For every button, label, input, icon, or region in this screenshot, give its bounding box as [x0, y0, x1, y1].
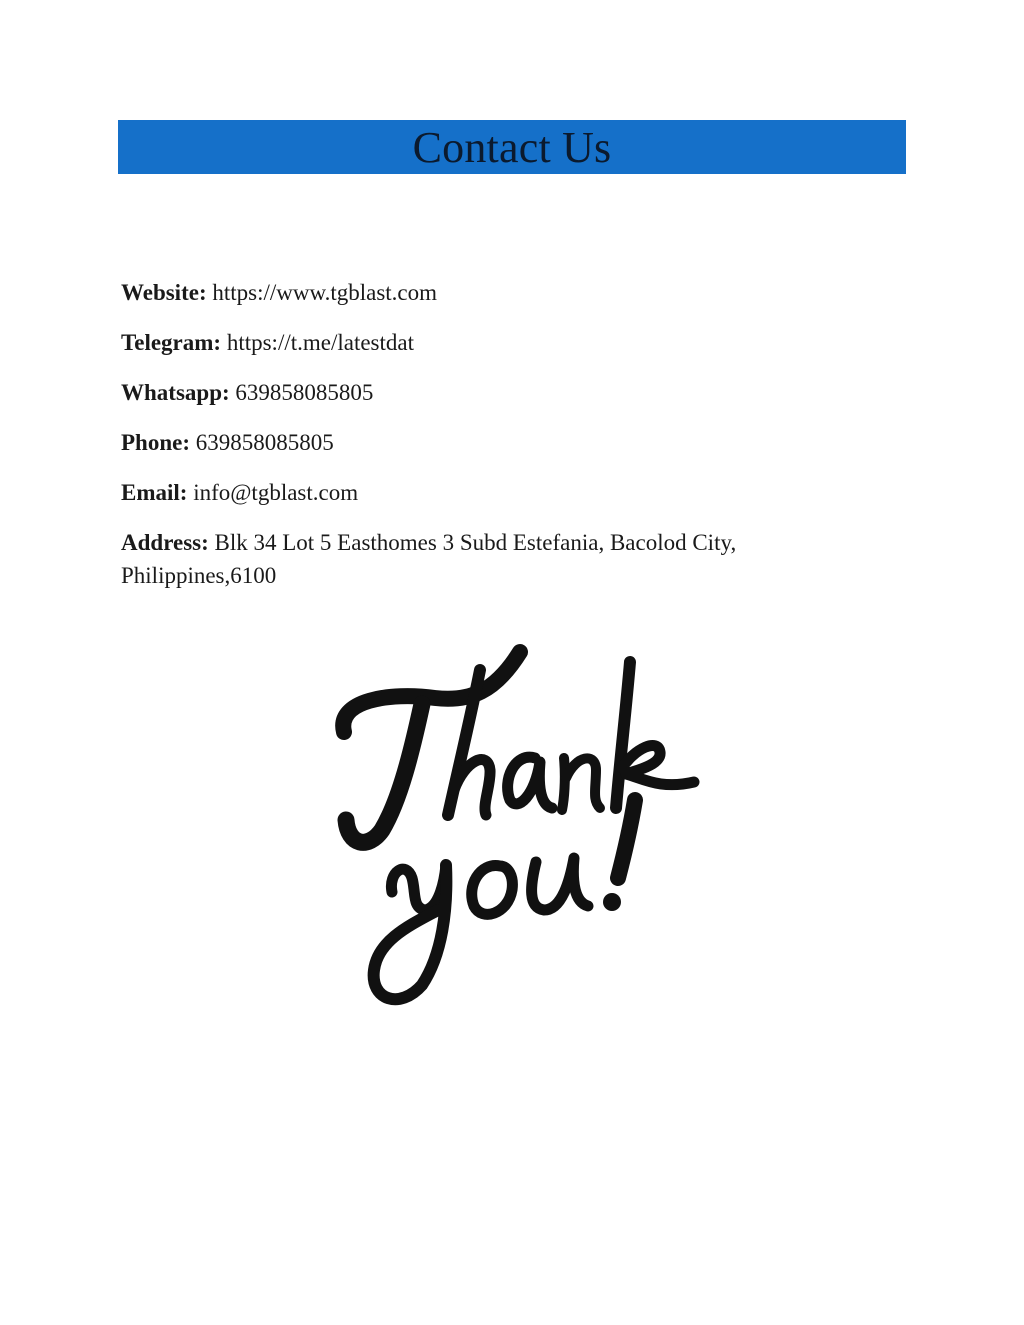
- contact-row-website: [121, 276, 821, 309]
- contact-row-phone: [121, 426, 821, 459]
- contact-list: [121, 276, 821, 609]
- exclamation-dot: [603, 893, 621, 911]
- email-label: Email:: [121, 480, 188, 505]
- contact-row-email: [121, 476, 821, 509]
- address-label: Address:: [121, 530, 209, 555]
- thank-you-icon: [330, 640, 710, 1010]
- website-label: Website:: [121, 280, 207, 305]
- website-value[interactable]: https://www.tgblast.com: [212, 280, 438, 305]
- whatsapp-label: Whatsapp:: [121, 380, 230, 405]
- page-title: Contact Us: [412, 123, 612, 172]
- contact-row-whatsapp: [121, 376, 821, 409]
- telegram-value[interactable]: https://t.me/latestdat: [226, 330, 414, 355]
- whatsapp-value: 639858085805: [235, 380, 374, 405]
- contact-row-telegram: [121, 326, 821, 359]
- address-value: Blk 34 Lot 5 Easthomes 3 Subd Estefania, Bacolod City, Philippines,6100: [121, 530, 737, 588]
- contact-row-address: [121, 526, 821, 592]
- phone-label: Phone:: [121, 430, 190, 455]
- telegram-label: Telegram:: [121, 330, 222, 355]
- header-bar: [118, 120, 906, 174]
- email-value[interactable]: info@tgblast.com: [193, 480, 359, 505]
- phone-value: 639858085805: [195, 430, 334, 455]
